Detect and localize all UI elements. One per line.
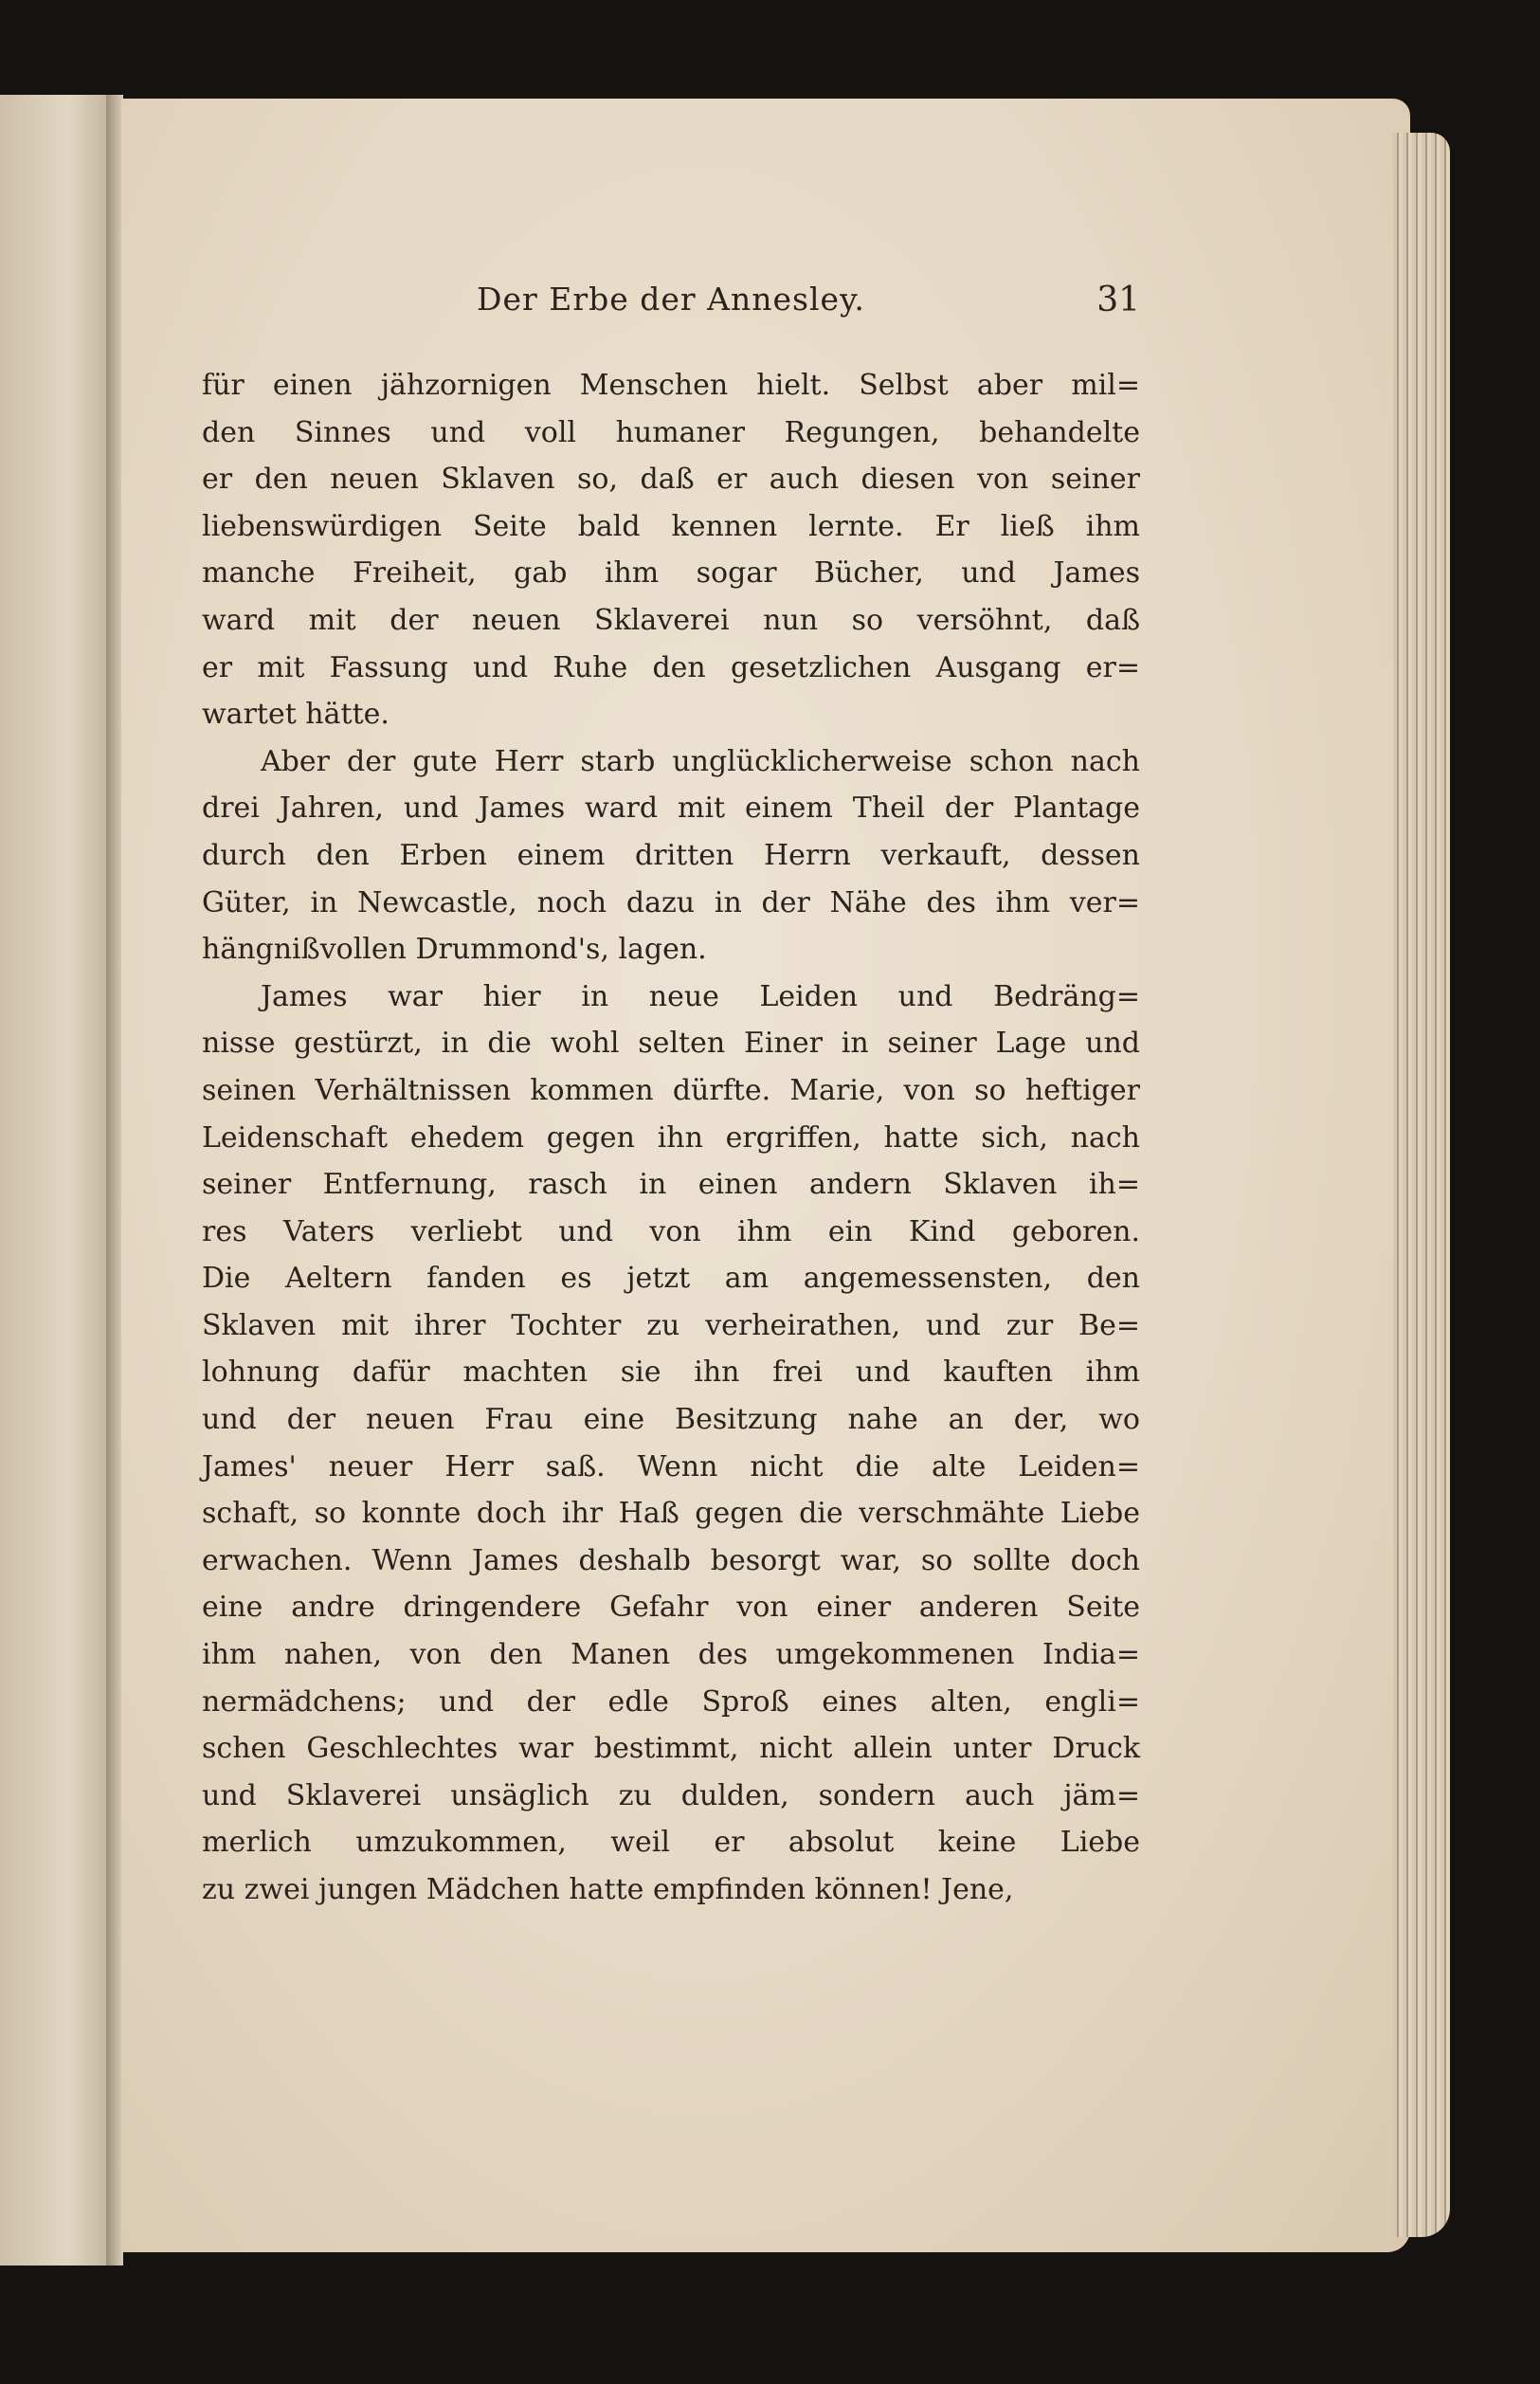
text-line: manche Freiheit, gab ihm sogar Bücher, und James xyxy=(202,556,1140,591)
text-line: Aber der gute Herr starb unglücklicherweise schon nach xyxy=(261,744,1140,778)
text-line: durch den Erben einem dritten Herrn verkauft, dessen xyxy=(202,838,1140,872)
text-line: erwachen. Wenn James deshalb besorgt war, so sollte doch xyxy=(202,1543,1140,1577)
text-line: den Sinnes und voll humaner Regungen, behandelte xyxy=(202,415,1140,449)
text-line: schen Geschlechtes war bestimmt, nicht allein unter Druck xyxy=(202,1732,1140,1766)
text-line: nermädchens; und der edle Sproß eines alten, engli= xyxy=(202,1684,1140,1719)
text-line: ihm nahen, von den Manen des umgekommenen India= xyxy=(202,1638,1140,1672)
text-line: drei Jahren, und James ward mit einem Theil der Plantage xyxy=(202,792,1140,826)
text-line: liebenswürdigen Seite bald kennen lernte. Er ließ ihm xyxy=(202,509,1140,543)
text-line: James' neuer Herr saß. Wenn nicht die alte Leiden= xyxy=(202,1449,1140,1483)
text-line: zu zwei jungen Mädchen hatte empfinden können! Jene, xyxy=(202,1873,1014,1906)
text-line: Güter, in Newcastle, noch dazu in der Nähe des ihm ver= xyxy=(202,885,1140,919)
text-line: für einen jähzornigen Menschen hielt. Selbst aber mil= xyxy=(202,369,1140,402)
text-line: Leidenschaft ehedem gegen ihn ergriffen, hatte sich, nach xyxy=(202,1120,1140,1155)
page-header xyxy=(202,281,1140,328)
text-line: er den neuen Sklaven so, daß er auch diesen von seiner xyxy=(202,463,1140,497)
text-line: hängnißvollen Drummond's, lagen. xyxy=(202,933,707,967)
text-line: eine andre dringendere Gefahr von einer anderen Seite xyxy=(202,1591,1140,1625)
text-line: und Sklaverei unsäglich zu dulden, sondern auch jäm= xyxy=(202,1778,1140,1812)
text-line: seinen Verhältnissen kommen dürfte. Marie, von so heftiger xyxy=(202,1073,1140,1107)
text-line: wartet hätte. xyxy=(202,698,390,732)
text-line: merlich umzukommen, weil er absolut keine Liebe xyxy=(202,1826,1140,1860)
text-line: lohnung dafür machten sie ihn frei und kauften ihm xyxy=(202,1356,1140,1390)
text-line: Die Aeltern fanden es jetzt am angemessensten, den xyxy=(202,1262,1140,1296)
text-line: James war hier in neue Leiden und Bedräng= xyxy=(261,979,1140,1013)
page-edges xyxy=(1393,133,1450,2237)
text-line: schaft, so konnte doch ihr Haß gegen die verschmähte Liebe xyxy=(202,1497,1140,1531)
text-line: res Vaters verliebt und von ihm ein Kind geboren. xyxy=(202,1214,1140,1248)
text-line: seiner Entfernung, rasch in einen andern Sklaven ih= xyxy=(202,1168,1140,1202)
text-line: nisse gestürzt, in die wohl selten Einer in seiner Lage und xyxy=(202,1027,1140,1061)
left-page-edge xyxy=(0,95,114,2266)
text-line: ward mit der neuen Sklaverei nun so versöhnt, daß xyxy=(202,603,1140,637)
text-line: Sklaven mit ihrer Tochter zu verheirathen, und zur Be= xyxy=(202,1308,1140,1342)
body-text xyxy=(202,362,1140,1914)
text-line: und der neuen Frau eine Besitzung nahe an der, wo xyxy=(202,1403,1140,1437)
running-title: Der Erbe der Annesley. xyxy=(477,281,865,318)
page-number: 31 xyxy=(1096,281,1140,319)
text-line: er mit Fassung und Ruhe den gesetzlichen Ausgang er= xyxy=(202,650,1140,684)
